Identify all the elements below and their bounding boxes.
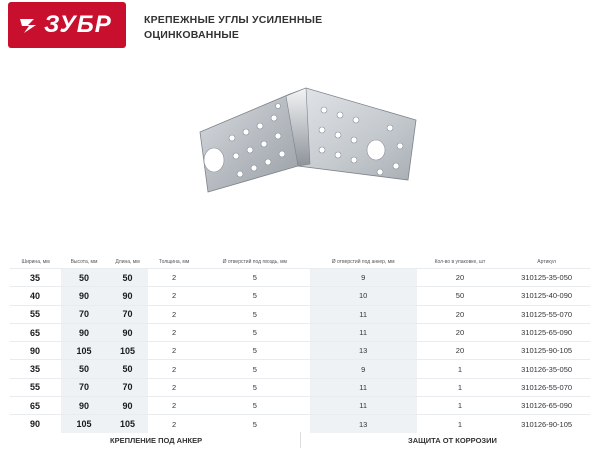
table-row <box>10 397 590 415</box>
table-header-row <box>10 256 590 269</box>
cell-thickness: 2 <box>148 415 200 433</box>
table-row <box>10 360 590 378</box>
column-header-thickness: Толщина, мм <box>158 259 190 265</box>
cell-height: 90 <box>61 287 107 305</box>
cell-anchor-hole: 13 <box>310 342 417 360</box>
cell-pack-qty: 20 <box>417 342 504 360</box>
cell-pack-qty: 1 <box>417 397 504 415</box>
table-row <box>10 323 590 341</box>
cell-length: 50 <box>107 360 148 378</box>
table-row <box>10 305 590 323</box>
cell-anchor-hole: 10 <box>310 287 417 305</box>
cell-article: 310125-40-090 <box>503 287 590 305</box>
cell-height: 105 <box>61 415 107 433</box>
column-header-pack-qty: Кол-во в упаковке, шт <box>434 259 486 265</box>
cell-length: 105 <box>107 415 148 433</box>
cell-anchor-hole: 11 <box>310 378 417 396</box>
cell-height: 70 <box>61 378 107 396</box>
cell-nail-hole: 5 <box>200 287 310 305</box>
column-header-article: Артикул <box>537 259 556 265</box>
cell-width: 35 <box>10 269 61 287</box>
cell-height: 90 <box>61 397 107 415</box>
table-row <box>10 287 590 305</box>
cell-height: 70 <box>61 305 107 323</box>
cell-height: 105 <box>61 342 107 360</box>
cell-length: 90 <box>107 397 148 415</box>
cell-article: 310126-55-070 <box>503 378 590 396</box>
table-row <box>10 342 590 360</box>
cell-nail-hole: 5 <box>200 323 310 341</box>
cell-anchor-hole: 9 <box>310 269 417 287</box>
cell-height: 50 <box>61 360 107 378</box>
zubr-logo-mark-icon <box>20 15 40 35</box>
cell-nail-hole: 5 <box>200 397 310 415</box>
cell-anchor-hole: 11 <box>310 323 417 341</box>
column-header-nail-hole: Ø отверстий под гвоздь, мм <box>222 259 287 265</box>
page-title-line-2: ОЦИНКОВАННЫЕ <box>144 29 240 41</box>
cell-length: 90 <box>107 323 148 341</box>
footer-feature-corrosion: ЗАЩИТА ОТ КОРРОЗИИ <box>408 436 497 445</box>
page-title <box>144 13 322 43</box>
cell-thickness: 2 <box>148 323 200 341</box>
cell-thickness: 2 <box>148 397 200 415</box>
cell-anchor-hole: 9 <box>310 360 417 378</box>
cell-nail-hole: 5 <box>200 269 310 287</box>
cell-thickness: 2 <box>148 378 200 396</box>
cell-pack-qty: 1 <box>417 360 504 378</box>
cell-width: 55 <box>10 305 61 323</box>
cell-article: 310126-35-050 <box>503 360 590 378</box>
cell-article: 310125-65-090 <box>503 323 590 341</box>
brand-logo <box>8 2 126 48</box>
column-header-height: Высота, мм <box>70 259 98 265</box>
cell-length: 70 <box>107 305 148 323</box>
column-header-anchor-hole: Ø отверстий под анкер, мм <box>331 259 395 265</box>
column-header-length: Длина, мм <box>115 259 140 265</box>
cell-thickness: 2 <box>148 342 200 360</box>
cell-article: 310125-55-070 <box>503 305 590 323</box>
cell-article: 310126-90-105 <box>503 415 590 433</box>
cell-nail-hole: 5 <box>200 378 310 396</box>
brand-logo-text: ЗУБР <box>44 11 112 38</box>
footer-feature-anchor: КРЕПЛЕНИЕ ПОД АНКЕР <box>110 436 203 445</box>
cell-anchor-hole: 13 <box>310 415 417 433</box>
cell-thickness: 2 <box>148 360 200 378</box>
footer-divider <box>300 432 301 448</box>
header <box>0 0 600 55</box>
cell-width: 40 <box>10 287 61 305</box>
cell-nail-hole: 5 <box>200 360 310 378</box>
cell-length: 50 <box>107 269 148 287</box>
cell-width: 55 <box>10 378 61 396</box>
cell-width: 35 <box>10 360 61 378</box>
column-header-width: Ширина, мм <box>21 259 50 265</box>
table-row <box>10 378 590 396</box>
angle-bracket-icon <box>180 80 420 200</box>
cell-anchor-hole: 11 <box>310 305 417 323</box>
cell-thickness: 2 <box>148 287 200 305</box>
cell-pack-qty: 20 <box>417 269 504 287</box>
footer <box>0 430 600 450</box>
cell-height: 50 <box>61 269 107 287</box>
cell-nail-hole: 5 <box>200 305 310 323</box>
page-title-line-1: КРЕПЕЖНЫЕ УГЛЫ УСИЛЕННЫЕ <box>144 14 323 26</box>
cell-height: 90 <box>61 323 107 341</box>
table-row <box>10 269 590 287</box>
cell-length: 90 <box>107 287 148 305</box>
cell-pack-qty: 1 <box>417 415 504 433</box>
cell-pack-qty: 1 <box>417 378 504 396</box>
cell-nail-hole: 5 <box>200 415 310 433</box>
cell-anchor-hole: 11 <box>310 397 417 415</box>
specification-table <box>10 256 590 433</box>
cell-length: 105 <box>107 342 148 360</box>
cell-length: 70 <box>107 378 148 396</box>
cell-thickness: 2 <box>148 269 200 287</box>
cell-width: 65 <box>10 323 61 341</box>
cell-pack-qty: 50 <box>417 287 504 305</box>
cell-width: 90 <box>10 342 61 360</box>
cell-nail-hole: 5 <box>200 342 310 360</box>
cell-pack-qty: 20 <box>417 323 504 341</box>
cell-article: 310125-35-050 <box>503 269 590 287</box>
cell-article: 310125-90-105 <box>503 342 590 360</box>
cell-width: 65 <box>10 397 61 415</box>
cell-thickness: 2 <box>148 305 200 323</box>
cell-pack-qty: 20 <box>417 305 504 323</box>
cell-width: 90 <box>10 415 61 433</box>
cell-article: 310126-65-090 <box>503 397 590 415</box>
